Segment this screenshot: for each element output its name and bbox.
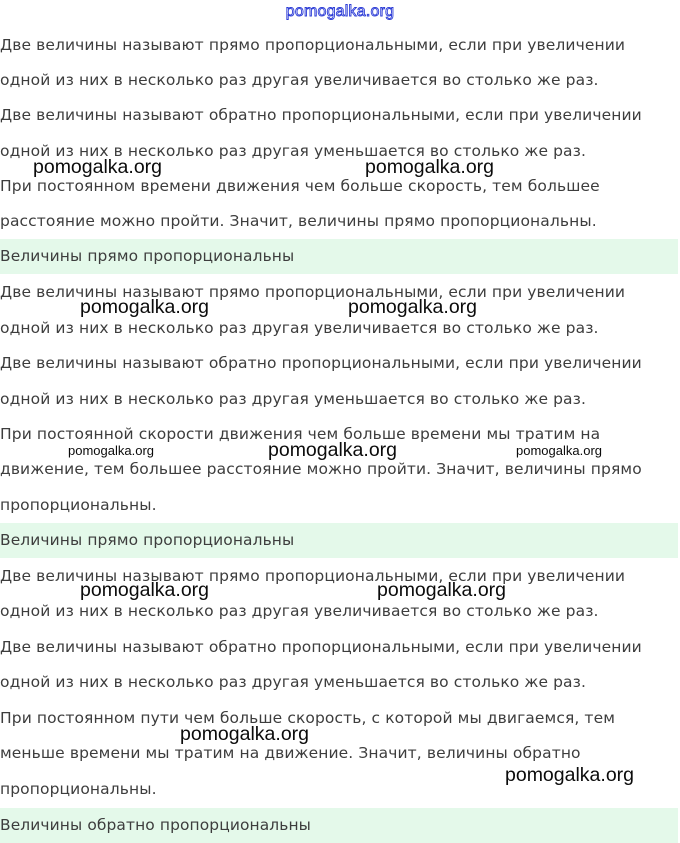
block2-answer: Величины прямо пропорциональны [0,523,678,558]
watermark: pomogalka.org [365,156,494,178]
block1-line2: одной из них в несколько раз другая увеличивается во столько же раз. [0,71,599,89]
watermark: pomogalka.org [80,579,209,601]
block2-line7: пропорциональны. [0,496,157,514]
watermark: pomogalka.org [516,443,602,458]
block3-line1: Две величины называют прямо пропорциональными, если при увеличении [0,567,626,585]
block2-line4: одной из них в несколько раз другая уменьшается во столько же раз. [0,390,587,408]
watermark: pomogalka.org [180,723,309,745]
block3-line3: Две величины называют обратно пропорциональными, если при увеличении [0,638,642,656]
block3-line6: меньше времени мы тратим на движение. Значит, величины обратно [0,744,581,762]
block1-line5: При постоянном времени движения чем больше скорость, тем большее [0,177,600,195]
block2-line1: Две величины называют прямо пропорциональными, если при увеличении [0,283,626,301]
site-header-logo[interactable]: pomogalka.org [285,3,395,20]
block2-line6: движение, тем большее расстояние можно пройти. Значит, величины прямо [0,460,642,478]
block3-line5: При постоянном пути чем больше скорость, с которой мы двигаемся, тем [0,709,615,727]
block1-line3: Две величины называют обратно пропорциональными, если при увеличении [0,106,642,124]
block1-line4: одной из них в несколько раз другая уменьшается во столько же раз. [0,142,587,160]
watermark: pomogalka.org [33,156,162,178]
block3-answer: Величины обратно пропорциональны [0,808,678,843]
block2-line3: Две величины называют обратно пропорциональными, если при увеличении [0,354,642,372]
block2-line2: одной из них в несколько раз другая увеличивается во столько же раз. [0,319,599,337]
watermark: pomogalka.org [268,439,397,461]
block3-line4: одной из них в несколько раз другая уменьшается во столько же раз. [0,673,587,691]
block1-line1: Две величины называют прямо пропорциональными, если при увеличении [0,36,626,54]
watermark: pomogalka.org [348,296,477,318]
block3-line7: пропорциональны. [0,780,157,798]
watermark: pomogalka.org [68,443,154,458]
watermark: pomogalka.org [377,579,506,601]
block2-line5: При постоянной скорости движения чем больше времени мы тратим на [0,425,601,443]
block1-answer: Величины прямо пропорциональны [0,239,678,274]
block3-line2: одной из них в несколько раз другая увеличивается во столько же раз. [0,602,599,620]
block1-line6: расстояние можно пройти. Значит, величины прямо пропорциональны. [0,212,597,230]
watermark: pomogalka.org [80,296,209,318]
watermark: pomogalka.org [505,764,634,786]
